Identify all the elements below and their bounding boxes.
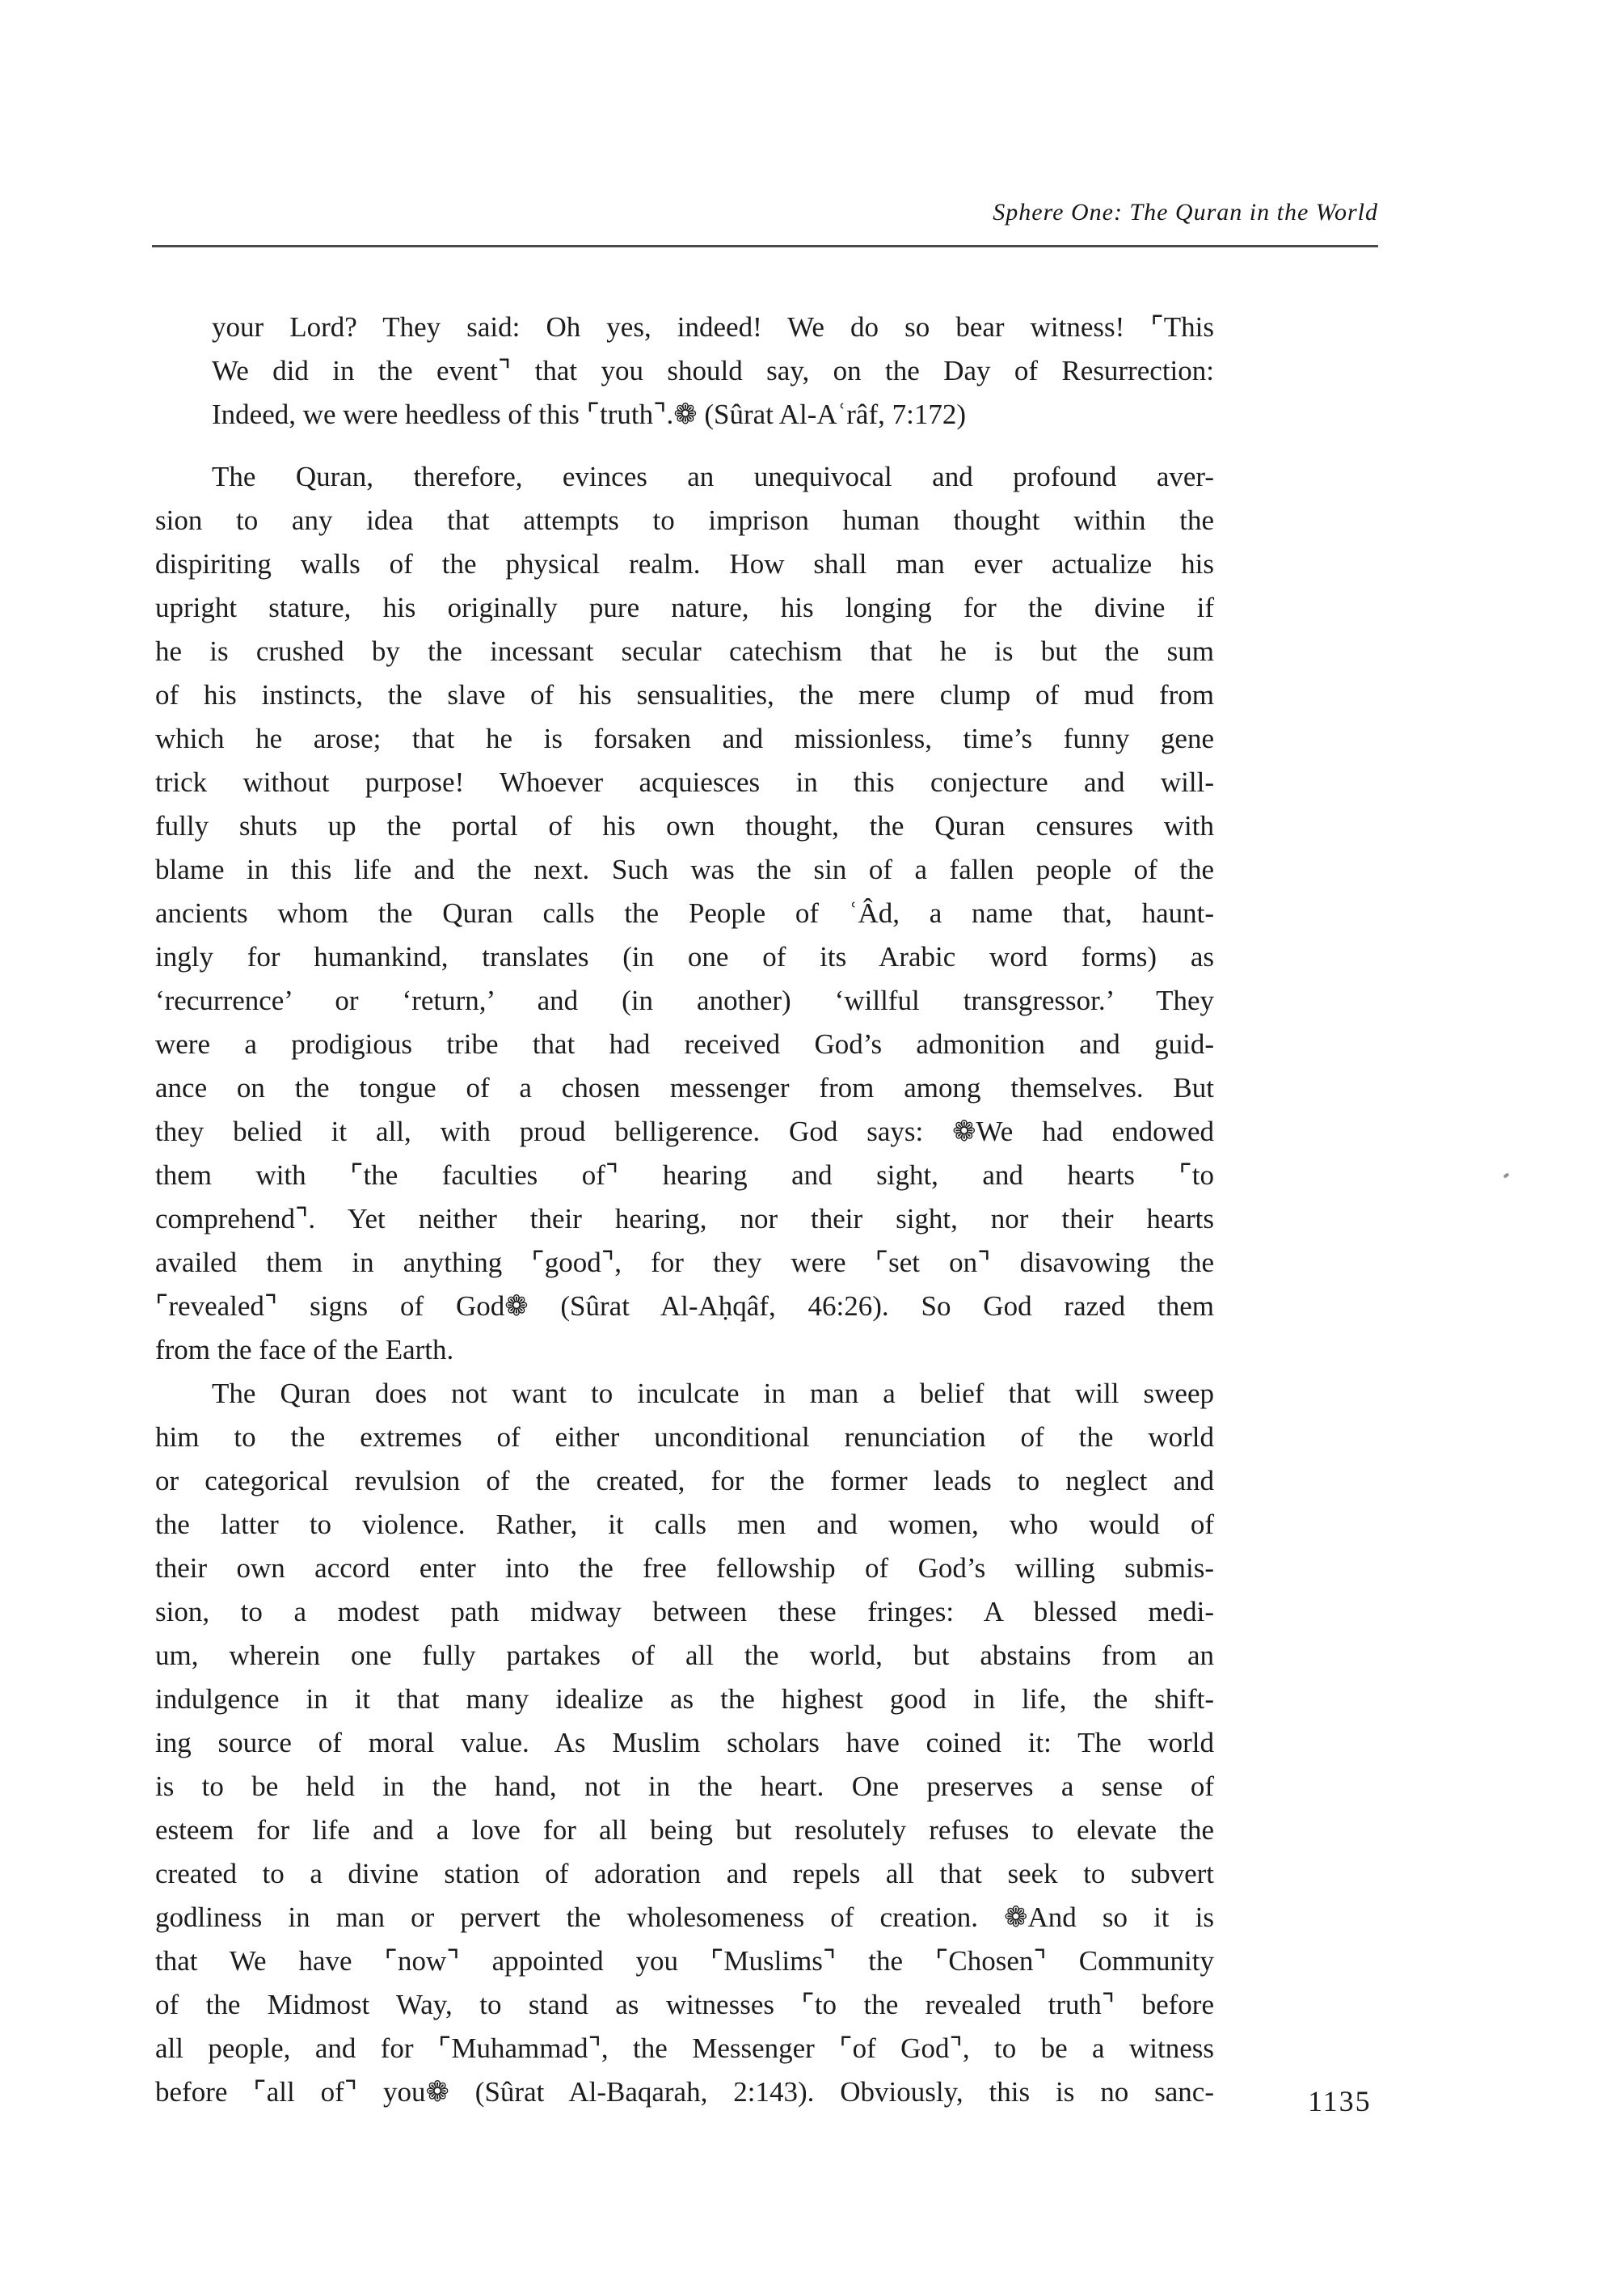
text-line: created to a divine station of adoration and repels all that seek to subvert (155, 1858, 1214, 1889)
quran-quote-block (212, 306, 1214, 437)
text-line: ance on the tongue of a chosen messenger from among themselves. But (155, 1072, 1214, 1104)
text-line: ingly for humankind, translates (in one of its Arabic word forms) as (155, 941, 1214, 973)
text-line: The Quran, therefore, evinces an unequivocal and profound aver- (212, 461, 1214, 492)
text-line: that We have ⌜now⌝ appointed you ⌜Muslims⌝ the ⌜Chosen⌝ Community (155, 1945, 1214, 1977)
ink-speck (1503, 1172, 1509, 1178)
text-line: We did in the event⌝ that you should say, on the Day of Resurrection: (212, 355, 1214, 386)
text-line: him to the extremes of either unconditional renunciation of the world (155, 1421, 1214, 1453)
text-line: blame in this life and the next. Such was the sin of a fallen people of the (155, 854, 1214, 885)
text-line: which he arose; that he is forsaken and missionless, time’s funny gene (155, 723, 1214, 754)
text-line: Indeed, we were heedless of this ⌜truth⌝.❁ (Sûrat Al-Aʿrâf, 7:172) (212, 399, 966, 430)
text-line: sion to any idea that attempts to imprison human thought within the (155, 504, 1214, 536)
text-line: godliness in man or pervert the wholesomeness of creation. ❁And so it is (155, 1901, 1214, 1933)
text-line: is to be held in the hand, not in the heart. One preserves a sense of (155, 1771, 1214, 1802)
text-line: um, wherein one fully partakes of all the world, but abstains from an (155, 1640, 1214, 1671)
text-line: or categorical revulsion of the created, for the former leads to neglect and (155, 1465, 1214, 1496)
text-line: your Lord? They said: Oh yes, indeed! We do so bear witness! ⌜This (212, 311, 1214, 343)
text-line: them with ⌜the faculties of⌝ hearing and sight, and hearts ⌜to (155, 1159, 1214, 1191)
text-line: before ⌜all of⌝ you❁ (Sûrat Al-Baqarah, 2:143). Obviously, this is no sanc- (155, 2076, 1214, 2108)
text-line: upright stature, his originally pure nature, his longing for the divine if (155, 592, 1214, 623)
text-line: their own accord enter into the free fellowship of God’s willing submis- (155, 1552, 1214, 1584)
text-line: were a prodigious tribe that had received God’s admonition and guid- (155, 1028, 1214, 1060)
header-rule (152, 245, 1378, 247)
text-line: indulgence in it that many idealize as the highest good in life, the shift- (155, 1683, 1214, 1715)
text-line: of his instincts, the slave of his sensualities, the mere clump of mud from (155, 679, 1214, 711)
text-line: the latter to violence. Rather, it calls men and women, who would of (155, 1509, 1214, 1540)
text-line: esteem for life and a love for all being but resolutely refuses to elevate the (155, 1814, 1214, 1846)
text-line: ing source of moral value. As Muslim scholars have coined it: The world (155, 1727, 1214, 1758)
page-content (155, 306, 1214, 2114)
text-line: all people, and for ⌜Muhammad⌝, the Messenger ⌜of God⌝, to be a witness (155, 2032, 1214, 2064)
text-line: The Quran does not want to inculcate in man a belief that will sweep (212, 1378, 1214, 1409)
running-header: Sphere One: The Quran in the World (993, 199, 1378, 226)
text-line: fully shuts up the portal of his own thought, the Quran censures with (155, 810, 1214, 842)
page-number: 1135 (1308, 2085, 1372, 2117)
body-paragraph-2 (155, 1372, 1214, 2114)
text-line: ‘recurrence’ or ‘return,’ and (in another) ‘willful transgressor.’ They (155, 985, 1214, 1016)
text-line: ancients whom the Quran calls the People of ʿÂd, a name that, haunt- (155, 897, 1214, 929)
text-line: ⌜revealed⌝ signs of God❁ (Sûrat Al-Aḥqâf, 46:26). So God razed them (155, 1290, 1214, 1322)
text-line: comprehend⌝. Yet neither their hearing, nor their sight, nor their hearts (155, 1203, 1214, 1235)
text-line: they belied it all, with proud belligerence. God says: ❁We had endowed (155, 1116, 1214, 1147)
body-paragraph-1 (155, 455, 1214, 1372)
text-line: of the Midmost Way, to stand as witnesses ⌜to the revealed truth⌝ before (155, 1989, 1214, 2020)
text-line: sion, to a modest path midway between these fringes: A blessed medi- (155, 1596, 1214, 1627)
text-line: he is crushed by the incessant secular catechism that he is but the sum (155, 635, 1214, 667)
text-line: availed them in anything ⌜good⌝, for they were ⌜set on⌝ disavowing the (155, 1247, 1214, 1278)
text-line: from the face of the Earth. (155, 1334, 454, 1365)
text-line: trick without purpose! Whoever acquiesces in this conjecture and will- (155, 766, 1214, 798)
text-line: dispiriting walls of the physical realm. How shall man ever actualize his (155, 548, 1214, 580)
